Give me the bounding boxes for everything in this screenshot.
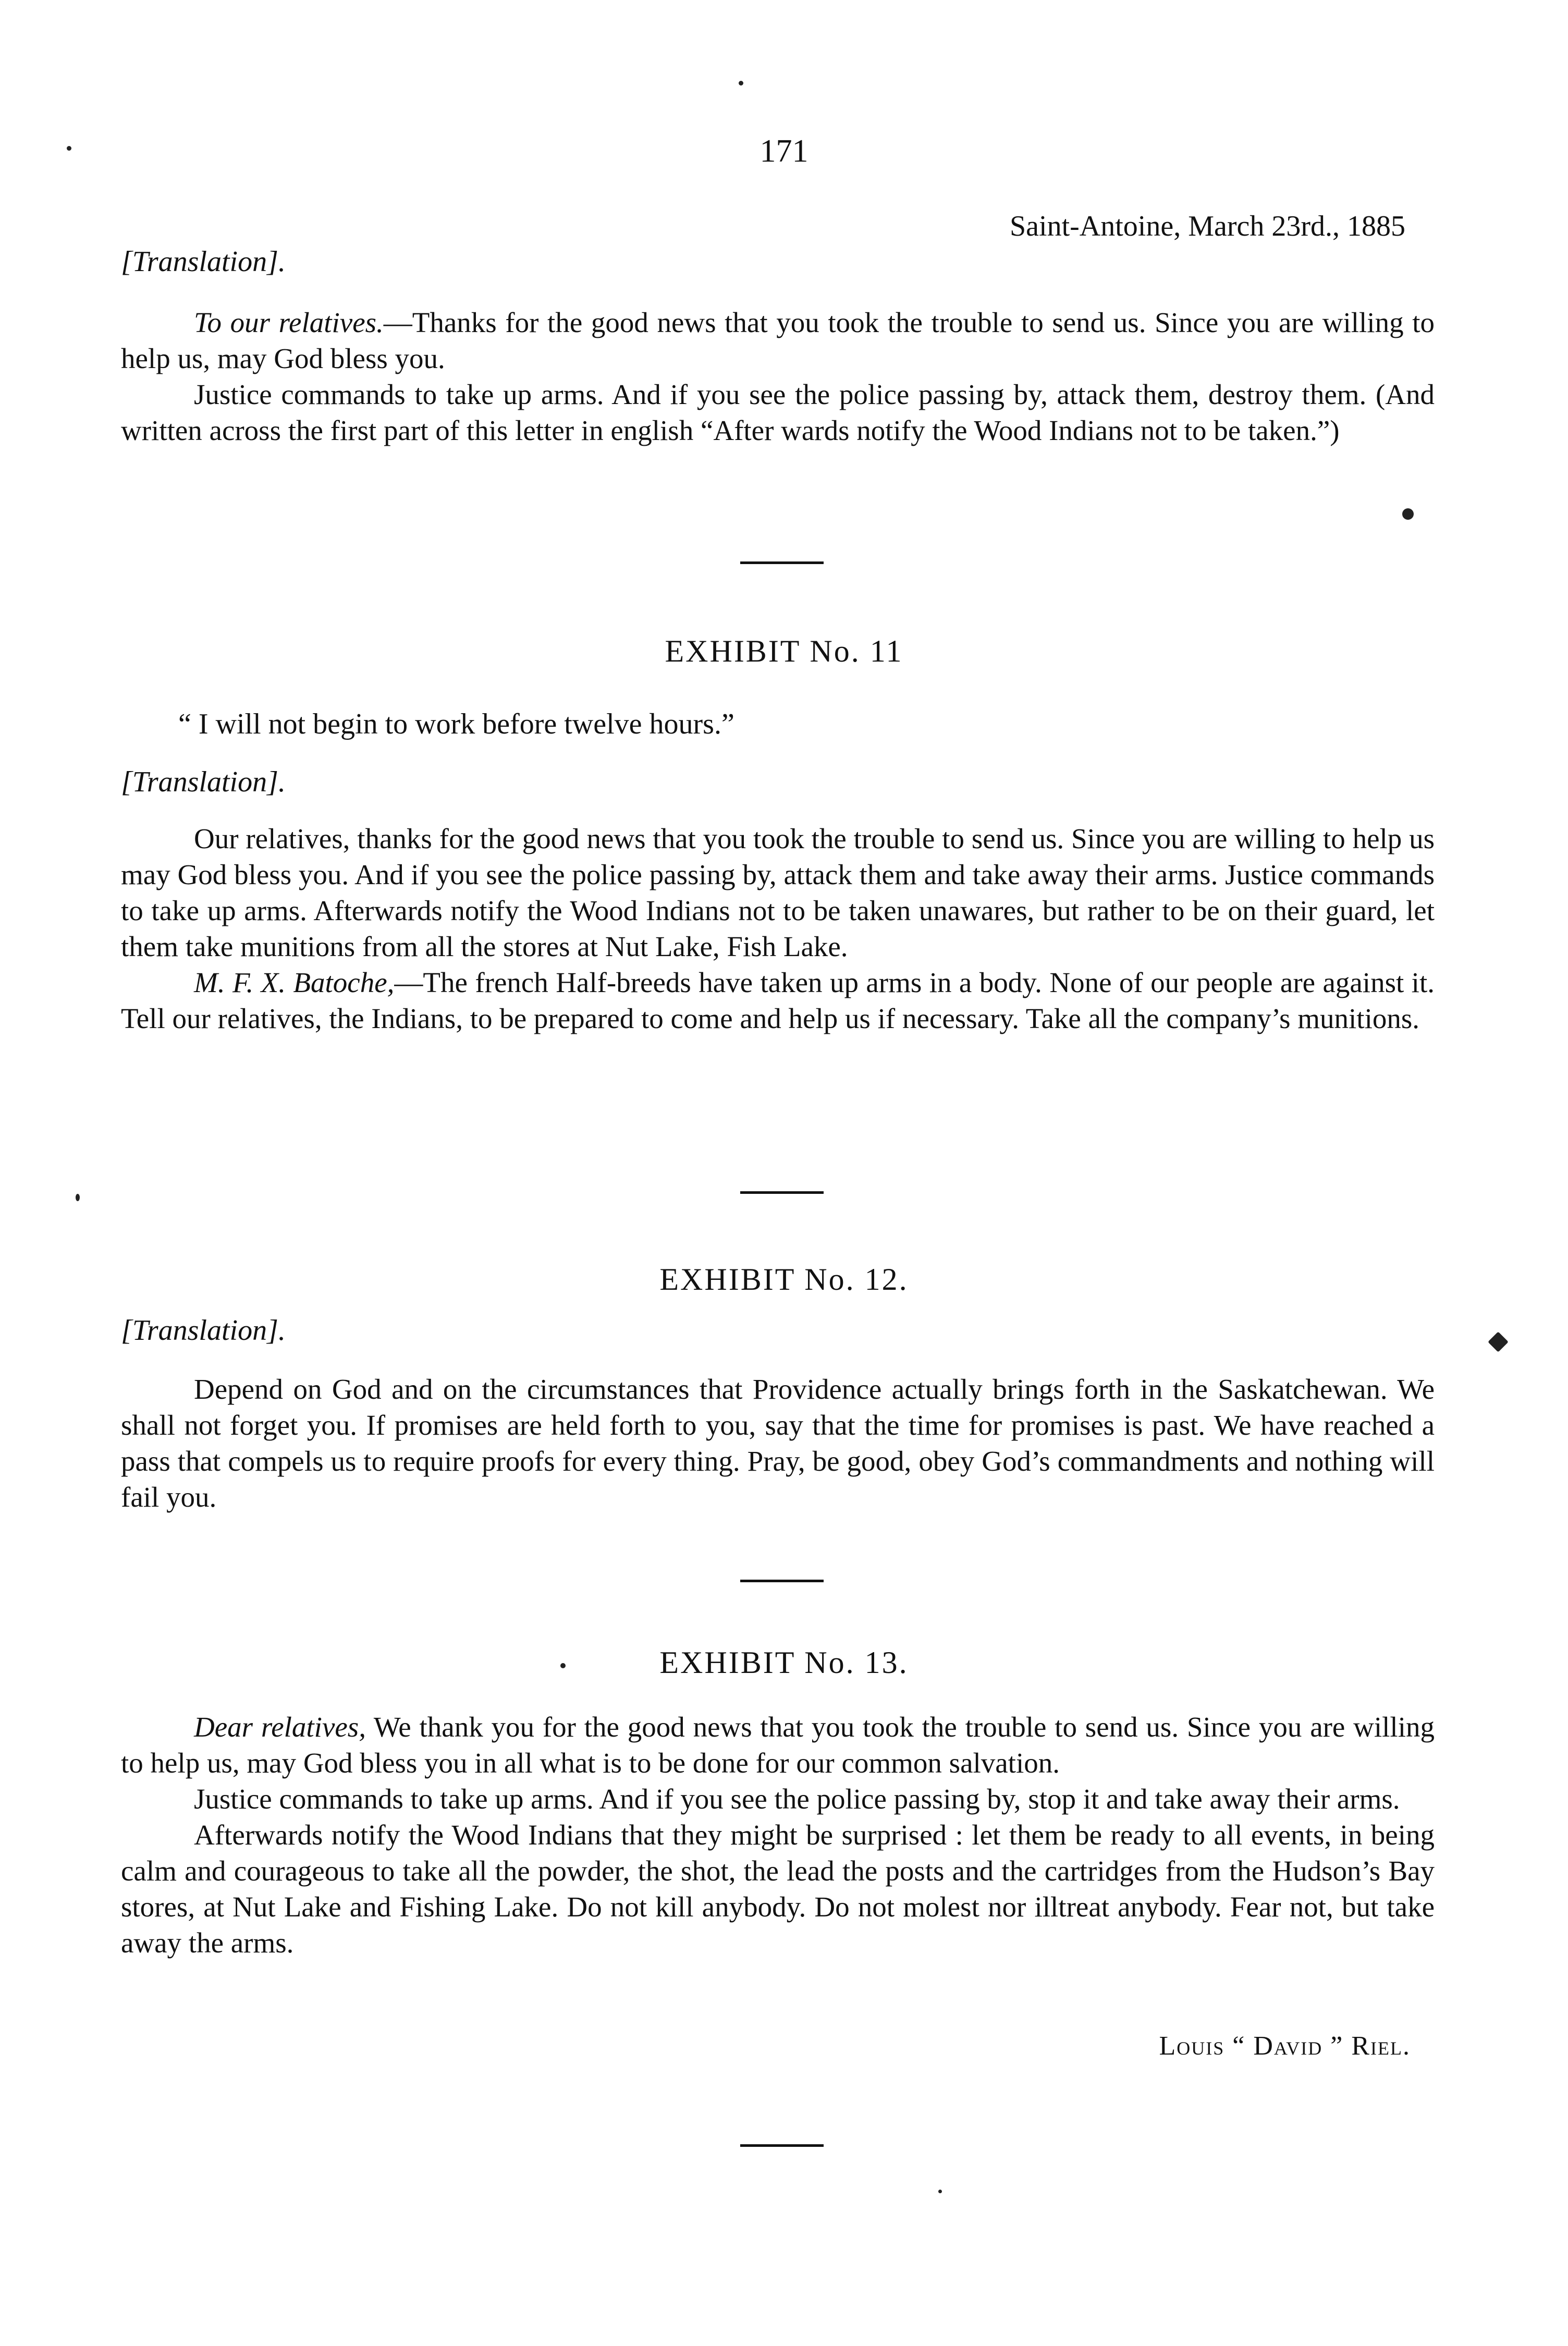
exhibit-11-heading: EXHIBIT No. 11 xyxy=(665,634,903,668)
salutation: To our relatives. xyxy=(194,307,384,338)
exhibit-13-salutation: Dear relatives, xyxy=(194,1711,366,1743)
exhibit-11-translation-label: [Translation]. xyxy=(121,766,286,798)
scan-speck xyxy=(739,81,743,85)
section-divider xyxy=(740,1580,824,1582)
letter-1-paragraph-2: Justice commands to take up arms. And if you see the police passing by, attack them, destroy them. (And written across the first part of this letter in english “After wards notify the Wood Indians not to be taken.”) xyxy=(121,378,1435,446)
scan-speck xyxy=(1402,508,1414,520)
exhibit-11 xyxy=(121,706,1435,1036)
exhibit-13-paragraph-1: Dear relatives, We thank you for the good news that you took the trouble to send us. Since you are willing to help us, may God bless you in all what is to be done for our common salvation. xyxy=(121,1711,1435,1779)
exhibit-12 xyxy=(121,1313,1435,1515)
page-number: 171 xyxy=(760,133,808,169)
section-divider xyxy=(740,1191,824,1194)
scan-speck xyxy=(938,2190,942,2193)
exhibit-13-heading: EXHIBIT No. 13. xyxy=(659,1645,909,1680)
exhibit-12-translation-label: [Translation]. xyxy=(121,1314,286,1347)
scan-speck xyxy=(67,146,71,151)
scan-speck xyxy=(560,1663,566,1668)
exhibit-13-paragraph-3: Afterwards notify the Wood Indians that they might be surprised : let them be ready to all events, in being calm and courageous to take all the powder, the shot, the lead the posts and the cartridges from the Hudson’s Bay stores, at Nut Lake and Fishing Lake. Do not kill anybody. Do not molest nor illtreat anybody. Fear not, but take away the arms. xyxy=(121,1819,1435,1959)
exhibit-11-paragraph-2: M. F. X. Batoche,—The french Half-breeds have taken up arms in a body. None of our people are against it. Tell our relatives, the Indians, to be prepared to come and help us if necessary. Take all the company’s munitions. xyxy=(121,967,1435,1034)
translation-label: [Translation]. xyxy=(121,246,286,278)
letter-1 xyxy=(121,244,1435,448)
letter-1-paragraph-1 xyxy=(121,304,1435,376)
section-divider xyxy=(740,561,824,564)
exhibit-12-paragraph-1: Depend on God and on the circumstances that Providence actually brings forth in the Saskatchewan. We shall not forget you. If promises are held forth to you, say that the time for promises is past. We have reached a pass that compels us to require proofs for every thing. Pray, be good, obey God’s commandments and nothing will fail you. xyxy=(121,1373,1435,1513)
scan-speck xyxy=(76,1194,80,1201)
exhibit-13-paragraph-2: Justice commands to take up arms. And if you see the police passing by, stop it and take away their arms. xyxy=(194,1783,1400,1815)
scan-speck xyxy=(1488,1331,1509,1352)
exhibit-11-paragraph-1: Our relatives, thanks for the good news that you took the trouble to send us. Since you are willing to help us may God bless you. And if you see the police passing by, attack them and take away their arms. Justice commands to take up arms. Afterwards notify the Wood Indians not to be taken unawares, but rather to be on their guard, let them take munitions from all the stores at Nut Lake, Fish Lake. xyxy=(121,823,1435,962)
dateline: Saint-Antoine, March 23rd., 1885 xyxy=(1010,210,1405,242)
exhibit-13 xyxy=(121,1709,1435,1961)
letter-1-p1-body: —Thanks for the good news that you took the trouble to send us. Since you are willing to help us, may God bless you. xyxy=(121,307,1435,374)
exhibit-12-heading: EXHIBIT No. 12. xyxy=(659,1262,909,1297)
signature: Louis “ David ” Riel. xyxy=(1159,2031,1411,2061)
section-divider xyxy=(740,2144,824,2147)
exhibit-11-lead: M. F. X. Batoche, xyxy=(194,967,395,998)
exhibit-11-quote: “ I will not begin to work before twelve hours.” xyxy=(178,708,734,740)
